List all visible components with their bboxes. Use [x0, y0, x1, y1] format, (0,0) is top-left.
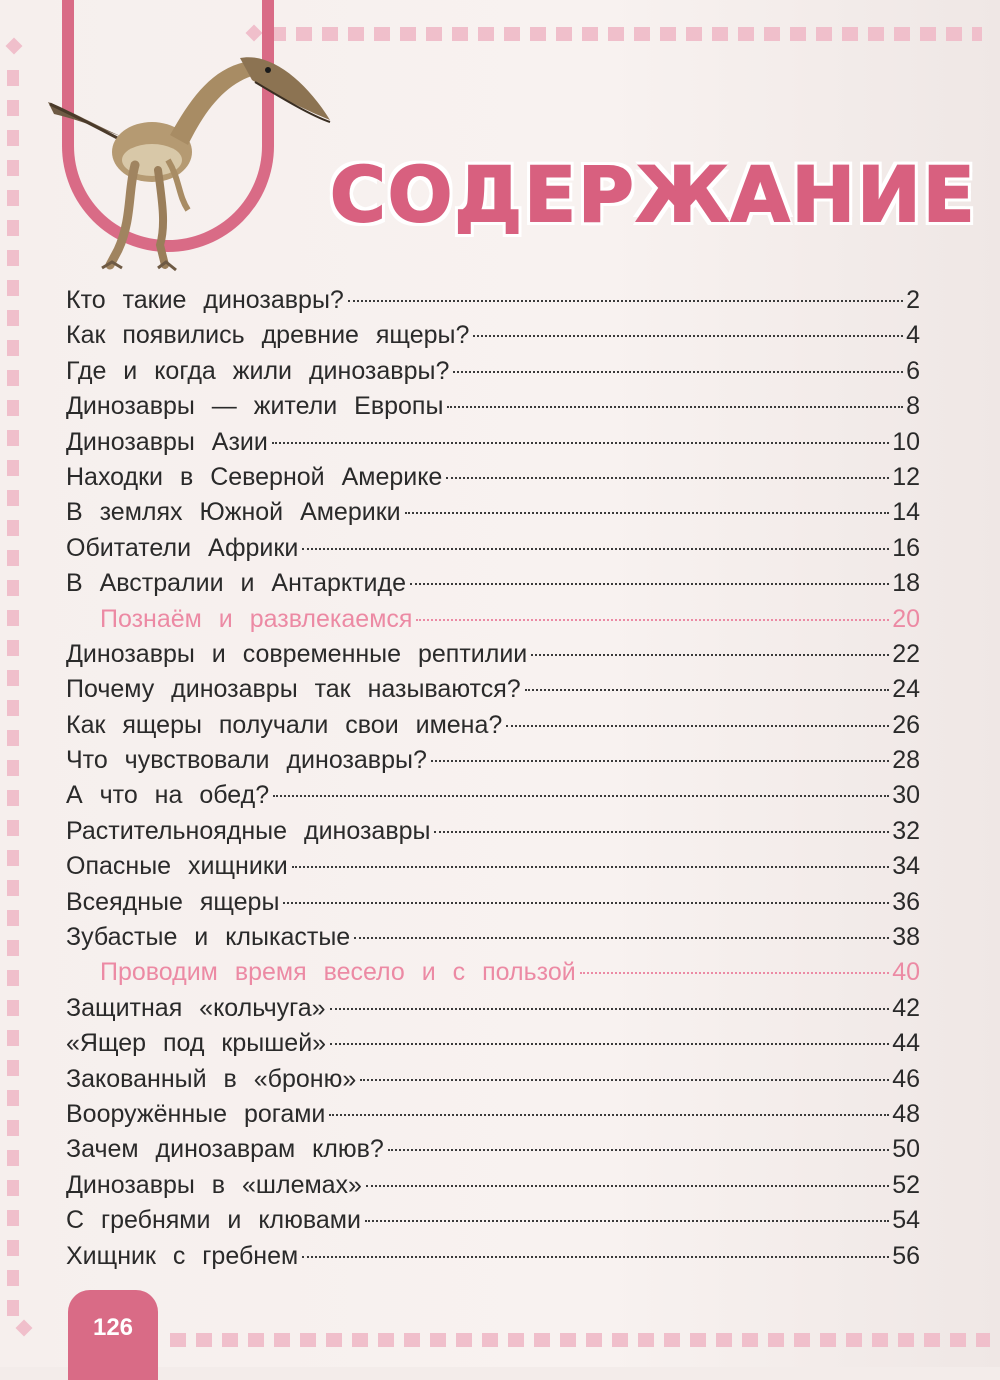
toc-entry	[66, 1100, 920, 1135]
dot-leader	[453, 371, 903, 373]
page-number: 126	[92, 1314, 134, 1341]
toc-entry-page: 14	[892, 498, 920, 527]
toc-entry-page: 8	[906, 392, 920, 421]
toc-entry-title: Хищник с гребнем	[66, 1241, 299, 1270]
toc-entry-title: Динозавры — жители Европы	[66, 392, 444, 421]
toc-entry	[66, 357, 920, 392]
toc-entry-page: 4	[906, 321, 920, 350]
toc-entry-page: 40	[892, 958, 920, 987]
toc-entry-page: 56	[892, 1241, 920, 1270]
dot-leader	[434, 831, 889, 833]
dot-leader	[388, 1149, 889, 1151]
toc-entry-title: Зубастые и клыкастые	[66, 923, 351, 952]
toc-entry-title: Вооружённые рогами	[66, 1099, 326, 1128]
dot-leader	[446, 477, 889, 479]
toc-entry-page: 38	[892, 923, 920, 952]
dot-leader	[348, 300, 903, 302]
dinosaur-illustration	[40, 40, 340, 280]
toc-entry-page: 44	[892, 1029, 920, 1058]
toc-entry-page: 12	[892, 462, 920, 491]
toc-entry	[66, 640, 920, 675]
dot-leader	[525, 689, 890, 691]
toc-entry-page: 10	[892, 427, 920, 456]
toc-entry-title: Как появились древние ящеры?	[66, 321, 470, 350]
toc-entry-title: Как ящеры получали свои имена?	[66, 710, 503, 739]
toc-entry-title: Динозавры Азии	[66, 427, 268, 456]
bottom-dashed-border	[170, 1333, 990, 1347]
dot-leader	[580, 972, 890, 974]
toc-entry-title: Закованный в «броню»	[66, 1064, 357, 1093]
toc-entry	[66, 781, 920, 816]
toc-entry-page: 50	[892, 1135, 920, 1164]
toc-entry	[66, 498, 920, 533]
toc-entry-title: Проводим время весело и с пользой	[100, 958, 576, 987]
toc-entry-page: 36	[892, 887, 920, 916]
toc-entry-page: 52	[892, 1170, 920, 1199]
toc-entry	[66, 1171, 920, 1206]
toc-entry-title: Динозавры и современные рептилии	[66, 639, 528, 668]
toc-entry-page: 24	[892, 675, 920, 704]
toc-entry-title: Зачем динозаврам клюв?	[66, 1135, 384, 1164]
toc-entry	[66, 392, 920, 427]
dot-leader	[330, 1008, 890, 1010]
toc-entry-page: 42	[892, 993, 920, 1022]
toc-entry	[66, 534, 920, 569]
toc-entry-title: Находки в Северной Америке	[66, 462, 443, 491]
toc-entry-page: 32	[892, 816, 920, 845]
toc-entry-title: В землях Южной Америки	[66, 498, 401, 527]
toc-entry	[66, 1029, 920, 1064]
toc-entry	[66, 321, 920, 356]
toc-entry-title: Что чувствовали динозавры?	[66, 746, 427, 775]
toc-section-heading	[66, 605, 920, 640]
dot-leader	[354, 937, 889, 939]
dot-leader	[365, 1220, 889, 1222]
toc-entry	[66, 1135, 920, 1170]
dot-leader	[330, 1043, 889, 1045]
toc-entry	[66, 711, 920, 746]
dot-leader	[447, 406, 903, 408]
dot-leader	[473, 335, 903, 337]
top-dashed-border	[270, 27, 982, 41]
table-of-contents	[66, 286, 920, 1277]
toc-entry-title: Опасные хищники	[66, 852, 288, 881]
toc-entry-page: 20	[892, 604, 920, 633]
toc-entry-page: 22	[892, 639, 920, 668]
corner-diamond-icon	[6, 38, 23, 55]
toc-entry-title: Обитатели Африки	[66, 533, 299, 562]
dot-leader	[410, 583, 889, 585]
dot-leader	[329, 1114, 889, 1116]
dot-leader	[302, 548, 889, 550]
dot-leader	[273, 795, 889, 797]
toc-entry	[66, 675, 920, 710]
toc-entry	[66, 428, 920, 463]
dot-leader	[506, 725, 889, 727]
toc-entry-page: 2	[906, 286, 920, 314]
toc-entry-page: 54	[892, 1206, 920, 1235]
page-title: СОДЕРЖАНИЕ	[330, 150, 977, 239]
toc-entry-page: 48	[892, 1099, 920, 1128]
dot-leader	[416, 619, 889, 621]
toc-entry	[66, 286, 920, 321]
toc-entry-title: «Ящер под крышей»	[66, 1029, 327, 1058]
toc-entry-page: 6	[906, 356, 920, 385]
toc-entry-title: Динозавры в «шлемах»	[66, 1170, 362, 1199]
toc-entry-title: Почему динозавры так называются?	[66, 675, 521, 704]
dot-leader	[431, 760, 889, 762]
dot-leader	[360, 1079, 889, 1081]
toc-entry-page: 30	[892, 781, 920, 810]
toc-entry-title: Познаём и развлекаемся	[100, 604, 413, 633]
left-dashed-border	[7, 70, 19, 1330]
toc-entry	[66, 746, 920, 781]
dot-leader	[283, 902, 889, 904]
toc-entry	[66, 923, 920, 958]
toc-entry-title: С гребнями и клювами	[66, 1206, 361, 1235]
dot-leader	[366, 1185, 889, 1187]
toc-entry	[66, 994, 920, 1029]
toc-entry-page: 16	[892, 533, 920, 562]
toc-entry-title: Где и когда жили динозавры?	[66, 356, 450, 385]
toc-entry-page: 28	[892, 746, 920, 775]
toc-entry	[66, 852, 920, 887]
toc-entry-title: Всеядные ящеры	[66, 887, 280, 916]
toc-entry	[66, 463, 920, 498]
dot-leader	[272, 442, 889, 444]
toc-entry	[66, 1065, 920, 1100]
dot-leader	[302, 1256, 889, 1258]
toc-entry-title: Растительноядные динозавры	[66, 816, 431, 845]
toc-entry	[66, 1206, 920, 1241]
toc-section-heading	[66, 958, 920, 993]
dot-leader	[405, 512, 890, 514]
toc-entry-title: В Австралии и Антарктиде	[66, 569, 407, 598]
toc-entry	[66, 1242, 920, 1277]
toc-entry-page: 34	[892, 852, 920, 881]
toc-entry-title: А что на обед?	[66, 781, 270, 810]
dot-leader	[292, 866, 889, 868]
dot-leader	[531, 654, 889, 656]
toc-entry-title: Кто такие динозавры?	[66, 286, 344, 314]
toc-entry	[66, 817, 920, 852]
toc-entry	[66, 888, 920, 923]
toc-entry-page: 18	[892, 569, 920, 598]
toc-entry-page: 26	[892, 710, 920, 739]
toc-entry-title: Защитная «кольчуга»	[66, 993, 326, 1022]
toc-entry	[66, 569, 920, 604]
toc-entry-page: 46	[892, 1064, 920, 1093]
